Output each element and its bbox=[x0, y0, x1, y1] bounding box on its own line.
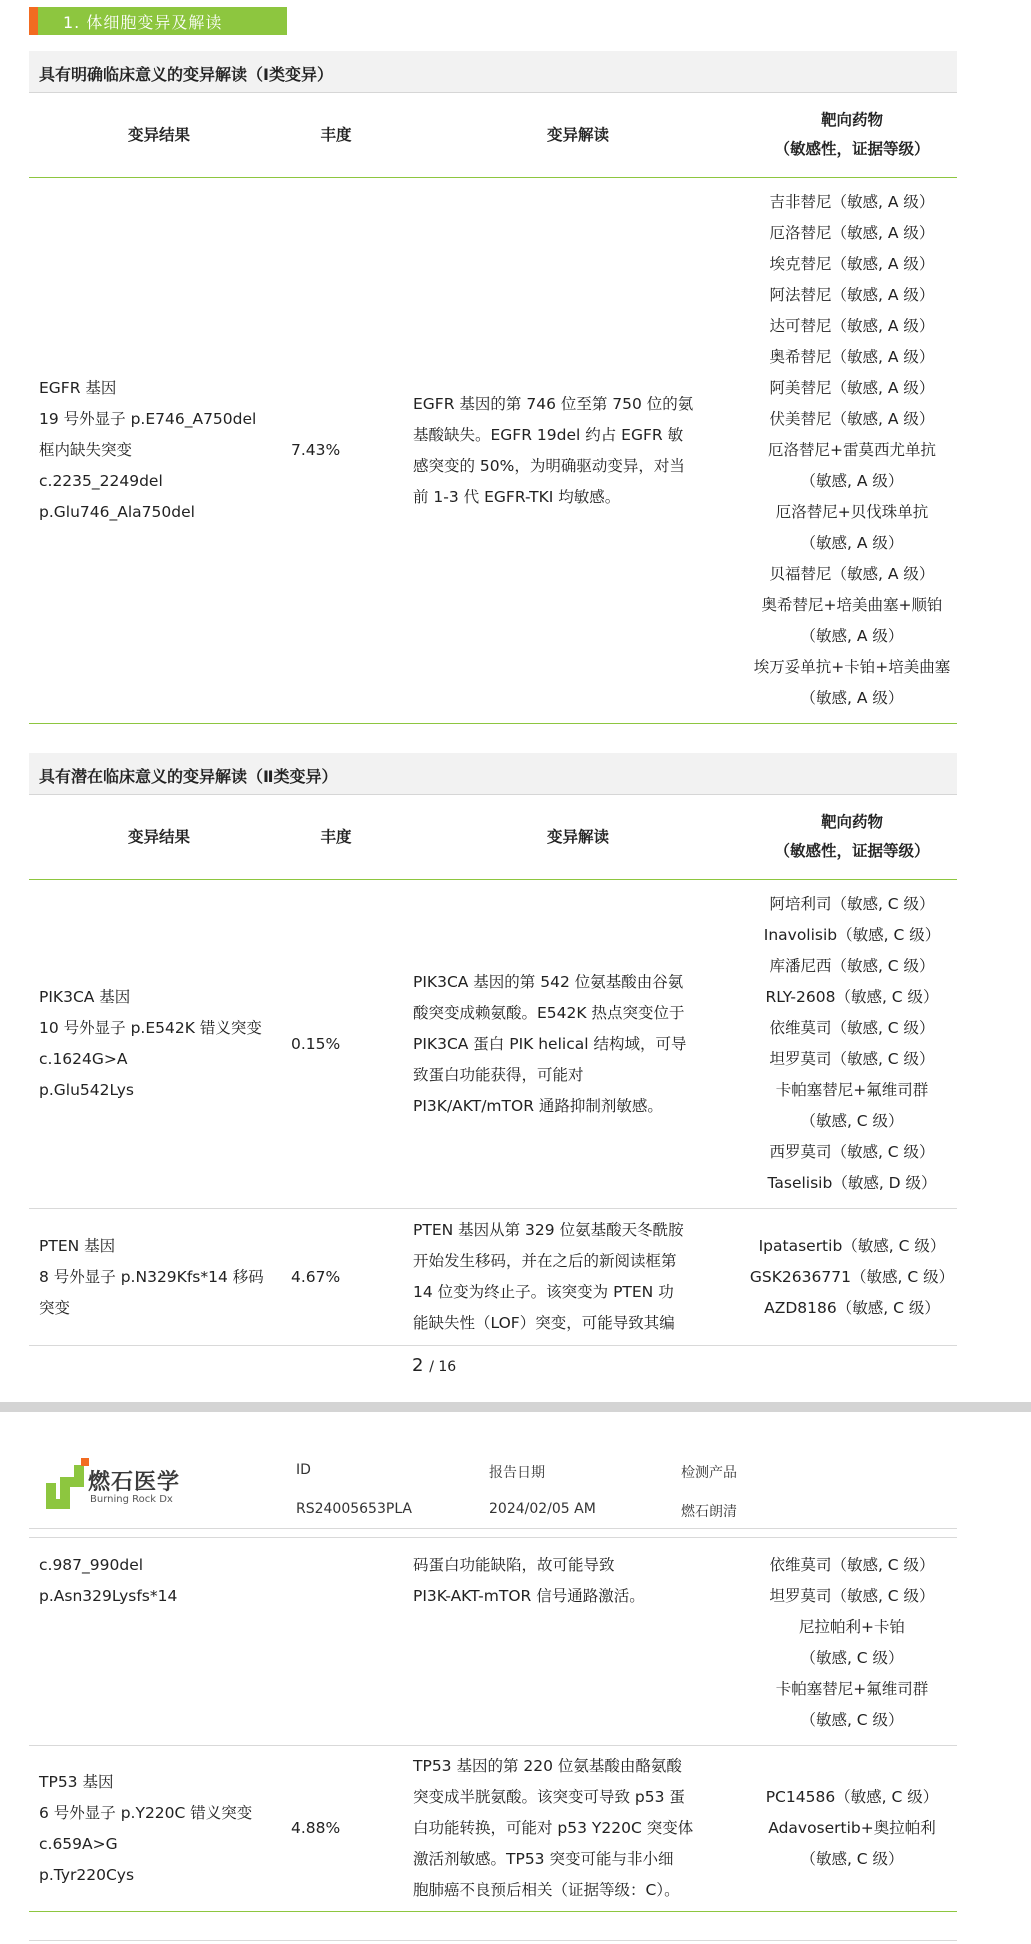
col-drugs-header-line1: 靶向药物 bbox=[820, 813, 883, 831]
drug-item: 奥希替尼（敏感, A 级） bbox=[769, 348, 935, 366]
product-value: 燃石朗清 bbox=[681, 1504, 737, 1520]
section-title: 1. 体细胞变异及解读 bbox=[63, 13, 223, 32]
col-result-header: 变异结果 bbox=[127, 827, 190, 846]
interpretation-line: 开始发生移码，并在之后的新阅读框第 bbox=[413, 1252, 677, 1270]
table-row-egfr bbox=[29, 178, 957, 724]
drug-item: 坦罗莫司（敏感, C 级） bbox=[769, 1050, 935, 1068]
table-row-pten-continued bbox=[29, 1538, 957, 1746]
page-current: 2 bbox=[412, 1355, 424, 1376]
drug-item: AZD8186（敏感, C 级） bbox=[764, 1298, 940, 1317]
page-number bbox=[412, 1355, 456, 1376]
logo-text-cn: 燃石医学 bbox=[88, 1470, 181, 1495]
variant-result bbox=[39, 1538, 279, 1745]
category-title: 具有潜在临床意义的变异解读（Ⅱ类变异） bbox=[39, 767, 338, 786]
col-interpretation-header: 变异解读 bbox=[546, 827, 609, 846]
variant-result bbox=[39, 880, 279, 1208]
variant-interpretation bbox=[413, 1746, 743, 1911]
targeted-drugs bbox=[726, 1538, 978, 1745]
targeted-drugs bbox=[726, 1746, 978, 1911]
category-title: 具有明确临床意义的变异解读（Ⅰ类变异） bbox=[39, 65, 333, 84]
bottom-divider bbox=[29, 1940, 957, 1941]
drug-item: 阿法替尼（敏感, A 级） bbox=[769, 286, 935, 304]
interpretation-line: PTEN 基因从第 329 位氨基酸天冬酰胺 bbox=[413, 1221, 684, 1239]
drug-item: 埃克替尼（敏感, A 级） bbox=[769, 255, 935, 273]
interpretation-line: 感突变的 50%，为明确驱动变异，对当 bbox=[413, 456, 685, 475]
interpretation-line: 致蛋白功能获得，可能对 bbox=[413, 1065, 584, 1084]
targeted-drugs bbox=[726, 1209, 978, 1345]
drug-item: （敏感, C 级） bbox=[800, 1112, 904, 1130]
variant-line: 19 号外显子 p.E746_A750del bbox=[39, 410, 257, 428]
drug-item: 库潘尼西（敏感, C 级） bbox=[769, 957, 935, 975]
table-row-pik3ca bbox=[29, 880, 957, 1209]
interpretation-line: 能缺失性（LOF）突变，可能导致其编 bbox=[413, 1314, 675, 1332]
variant-line: 突变 bbox=[39, 1298, 71, 1317]
drug-item: 厄洛替尼（敏感, A 级） bbox=[769, 224, 935, 242]
interpretation-line: EGFR 基因的第 746 位至第 750 位的氨 bbox=[413, 394, 694, 413]
drug-item: Inavolisib（敏感, C 级） bbox=[763, 926, 941, 944]
variant-line: c.1624G>A bbox=[39, 1050, 128, 1068]
drug-item: 依维莫司（敏感, C 级） bbox=[769, 1019, 935, 1037]
variant-interpretation bbox=[413, 178, 743, 723]
drug-item: （敏感, C 级） bbox=[800, 1711, 904, 1729]
company-logo bbox=[44, 1455, 204, 1515]
interpretation-line: PIK3CA 蛋白 PIK helical 结构域，可导 bbox=[413, 1034, 687, 1053]
id-label: ID bbox=[296, 1462, 311, 1478]
interpretation-line: PI3K/AKT/mTOR 通路抑制剂敏感。 bbox=[413, 1096, 663, 1115]
variant-line: 10 号外显子 p.E542K 错义突变 bbox=[39, 1019, 262, 1037]
variant-interpretation bbox=[413, 880, 743, 1208]
variant-line: c.2235_2249del bbox=[39, 472, 163, 490]
drug-item: 厄洛替尼+雷莫西尤单抗 bbox=[768, 441, 936, 459]
drug-item: 阿美替尼（敏感, A 级） bbox=[769, 379, 935, 397]
drug-item: Taselisib（敏感, D 级） bbox=[767, 1174, 937, 1192]
drug-item: 伏美替尼（敏感, A 级） bbox=[769, 410, 935, 428]
interpretation-line: 基酸缺失。EGFR 19del 约占 EGFR 敏 bbox=[413, 425, 684, 444]
logo-text-en: Burning Rock Dx bbox=[90, 1494, 173, 1505]
drug-item: （敏感, C 级） bbox=[800, 1850, 904, 1868]
category-header-class-2 bbox=[29, 753, 957, 795]
drug-item: 卡帕塞替尼+氟维司群 bbox=[775, 1081, 929, 1099]
interpretation-line: PIK3CA 基因的第 542 位氨基酸由谷氨 bbox=[413, 972, 684, 991]
variant-abundance: 0.15% bbox=[291, 1034, 341, 1053]
variant-line: p.Glu542Lys bbox=[39, 1081, 134, 1099]
col-interpretation-header: 变异解读 bbox=[546, 125, 609, 144]
drug-item: （敏感, A 级） bbox=[800, 534, 904, 552]
drug-item: 坦罗莫司（敏感, C 级） bbox=[769, 1587, 935, 1605]
col-abundance-header: 丰度 bbox=[320, 827, 352, 846]
section-header bbox=[29, 7, 287, 35]
variant-result bbox=[39, 178, 279, 723]
drug-item: 厄洛替尼+贝伐珠单抗 bbox=[775, 503, 929, 521]
header-divider bbox=[29, 1528, 957, 1529]
variant-line: 8 号外显子 p.N329Kfs*14 移码 bbox=[39, 1267, 264, 1286]
interpretation-line: 14 位变为终止子。该突变为 PTEN 功 bbox=[413, 1283, 674, 1301]
targeted-drugs bbox=[726, 178, 978, 723]
drug-item: （敏感, A 级） bbox=[800, 472, 904, 490]
page-divider bbox=[0, 1402, 1031, 1412]
targeted-drugs bbox=[726, 880, 978, 1208]
drug-item: 吉非替尼（敏感, A 级） bbox=[769, 193, 935, 211]
table-row-tp53 bbox=[29, 1746, 957, 1912]
drug-item: （敏感, C 级） bbox=[800, 1649, 904, 1667]
col-drugs-header-line2: （敏感性，证据等级） bbox=[774, 140, 930, 158]
drug-item: （敏感, A 级） bbox=[800, 689, 904, 707]
drug-item: PC14586（敏感, C 级） bbox=[765, 1788, 939, 1806]
drug-item: RLY-2608（敏感, C 级） bbox=[765, 988, 939, 1006]
col-abundance-header: 丰度 bbox=[320, 125, 352, 144]
interpretation-line: 激活剂敏感。TP53 突变可能与非小细 bbox=[413, 1850, 674, 1868]
table-header-row bbox=[29, 795, 957, 880]
drug-item: 达可替尼（敏感, A 级） bbox=[769, 317, 935, 335]
variant-line: PTEN 基因 bbox=[39, 1236, 116, 1255]
variant-line: 框内缺失突变 bbox=[39, 441, 133, 459]
variant-interpretation bbox=[413, 1209, 743, 1345]
drug-item: 西罗莫司（敏感, C 级） bbox=[769, 1143, 935, 1161]
drug-item: 尼拉帕利+卡铂 bbox=[799, 1618, 905, 1636]
variant-line: p.Tyr220Cys bbox=[39, 1865, 135, 1884]
interpretation-line: 突变成半胱氨酸。该突变可导致 p53 蛋 bbox=[413, 1788, 685, 1806]
col-drugs-header bbox=[726, 93, 978, 177]
interpretation-line: TP53 基因的第 220 位氨基酸由酪氨酸 bbox=[413, 1757, 682, 1775]
variant-interpretation bbox=[413, 1538, 743, 1745]
variant-result bbox=[39, 1209, 279, 1345]
variant-line: p.Glu746_Ala750del bbox=[39, 503, 195, 521]
section-header-accent bbox=[29, 7, 38, 35]
interpretation-line: 酸突变成赖氨酸。E542K 热点突变位于 bbox=[413, 1003, 685, 1022]
variant-line: c.987_990del bbox=[39, 1556, 144, 1574]
col-drugs-header-line2: （敏感性，证据等级） bbox=[774, 842, 930, 860]
interpretation-line: 前 1-3 代 EGFR-TKI 均敏感。 bbox=[413, 487, 621, 506]
drug-item: 阿培利司（敏感, C 级） bbox=[769, 895, 935, 913]
drug-item: 埃万妥单抗+卡铂+培美曲塞 bbox=[753, 658, 951, 676]
variant-line: 6 号外显子 p.Y220C 错义突变 bbox=[39, 1803, 253, 1822]
variant-line: PIK3CA 基因 bbox=[39, 988, 131, 1006]
table-row-pten bbox=[29, 1209, 957, 1346]
col-result-header: 变异结果 bbox=[127, 125, 190, 144]
page-total: / 16 bbox=[429, 1359, 457, 1375]
category-header-class-1 bbox=[29, 51, 957, 93]
drug-item: 奥希替尼+培美曲塞+顺铂 bbox=[761, 596, 943, 614]
variant-result bbox=[39, 1746, 279, 1911]
drug-item: GSK2636771（敏感, C 级） bbox=[749, 1267, 955, 1286]
report-date-value: 2024/02/05 AM bbox=[489, 1501, 596, 1517]
variant-line: EGFR 基因 bbox=[39, 379, 117, 397]
variant-line: c.659A>G bbox=[39, 1834, 118, 1853]
report-date-label: 报告日期 bbox=[489, 1465, 545, 1481]
variant-line: TP53 基因 bbox=[39, 1772, 114, 1791]
drug-item: Adavosertib+奥拉帕利 bbox=[768, 1819, 936, 1837]
interpretation-line: 胞肺癌不良预后相关（证据等级：C）。 bbox=[413, 1881, 680, 1899]
variant-line: p.Asn329Lysfs*14 bbox=[39, 1587, 178, 1605]
variant-abundance bbox=[291, 1538, 381, 1745]
drug-item: 卡帕塞替尼+氟维司群 bbox=[775, 1680, 929, 1698]
table-header-row bbox=[29, 93, 957, 178]
drug-item: 依维莫司（敏感, C 级） bbox=[769, 1556, 935, 1574]
id-value: RS24005653PLA bbox=[296, 1501, 413, 1517]
variant-abundance: 7.43% bbox=[291, 441, 341, 459]
variant-abundance: 4.67% bbox=[291, 1267, 341, 1286]
interpretation-line: 白功能转换，可能对 p53 Y220C 突变体 bbox=[413, 1819, 694, 1837]
drug-item: 贝福替尼（敏感, A 级） bbox=[769, 565, 935, 583]
drug-item: Ipatasertib（敏感, C 级） bbox=[758, 1236, 946, 1255]
interpretation-line: 码蛋白功能缺陷，故可能导致 bbox=[413, 1556, 615, 1574]
col-drugs-header-line1: 靶向药物 bbox=[820, 111, 883, 129]
product-label: 检测产品 bbox=[681, 1465, 737, 1481]
interpretation-line: PI3K-AKT-mTOR 信号通路激活。 bbox=[413, 1587, 645, 1605]
col-drugs-header bbox=[726, 795, 978, 879]
variant-abundance: 4.88% bbox=[291, 1819, 341, 1837]
drug-item: （敏感, A 级） bbox=[800, 627, 904, 645]
